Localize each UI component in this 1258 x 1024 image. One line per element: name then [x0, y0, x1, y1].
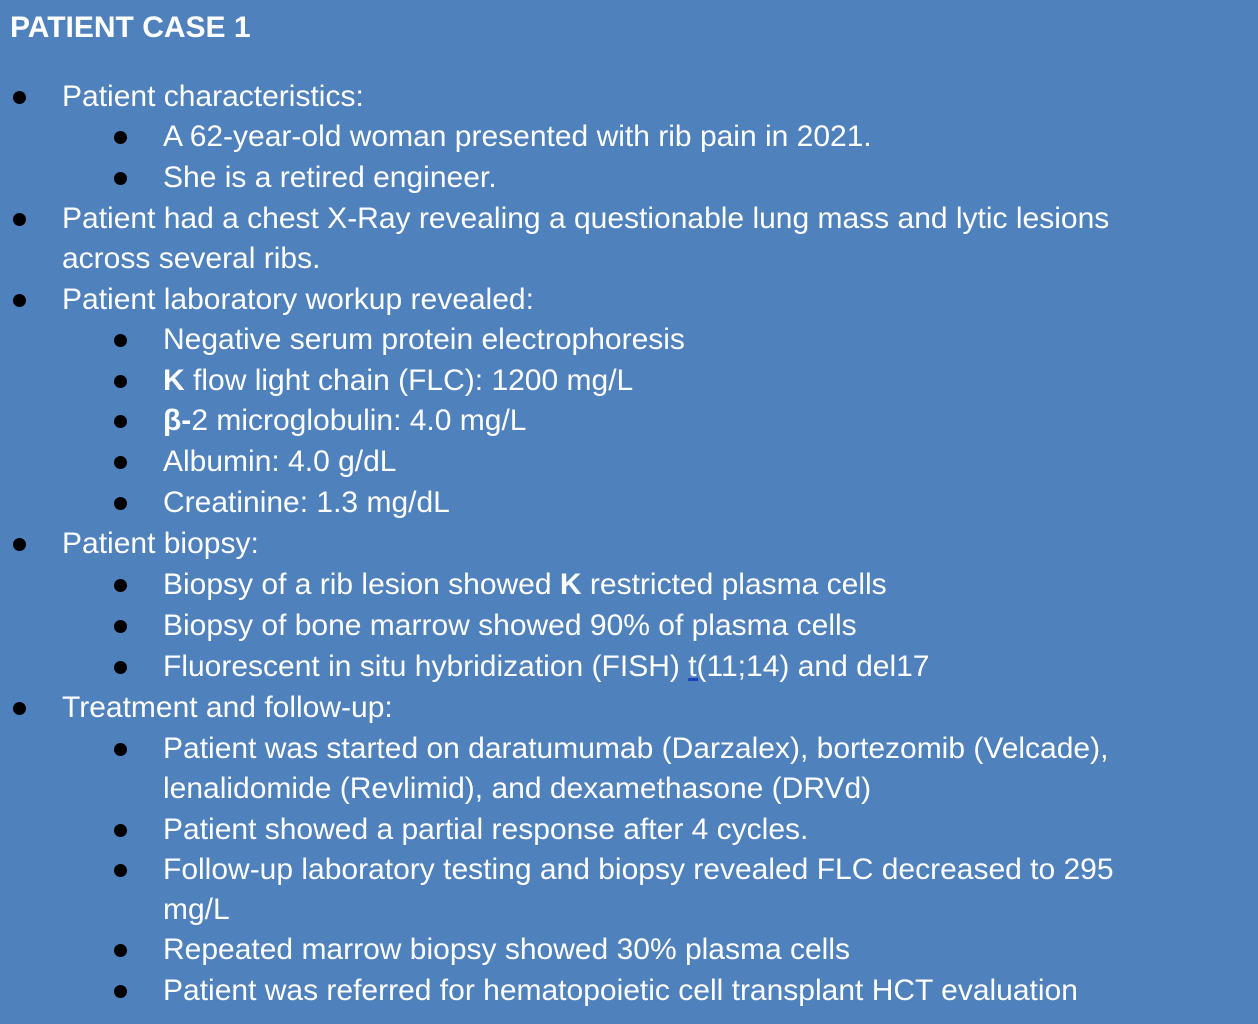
- bullet-icon: [114, 620, 127, 633]
- list-item-followup: [163, 850, 1114, 891]
- list-item-b2m: [163, 401, 526, 442]
- list-item-creatinine: [163, 483, 450, 524]
- list-item-albumin: [163, 442, 396, 483]
- page-title: PATIENT CASE 1: [10, 11, 251, 44]
- list-item-age: [163, 117, 872, 158]
- spep-text: Negative serum protein electrophoresis: [163, 323, 685, 356]
- age-text: A 62-year-old woman presented with rib pain in 2021.: [163, 120, 872, 153]
- bullet-icon: [114, 131, 127, 144]
- list-item-repeat-biopsy: [163, 930, 850, 971]
- bullet-icon: [114, 864, 127, 877]
- repeat-biopsy-text: Repeated marrow biopsy showed 30% plasma cells: [163, 933, 851, 966]
- bullet-icon: [13, 91, 26, 104]
- rib-biopsy-text-end: restricted plasma cells: [581, 568, 887, 601]
- bullet-icon: [114, 985, 127, 998]
- list-item-regimen-continued: [163, 769, 871, 810]
- bullet-icon: [114, 415, 127, 428]
- labs-heading: Patient laboratory workup revealed:: [62, 283, 534, 316]
- albumin-text: Albumin: 4.0 g/dL: [163, 445, 397, 478]
- list-item-biopsy: [62, 524, 259, 565]
- bullet-icon: [114, 497, 127, 510]
- followup-line-2: mg/L: [163, 893, 230, 926]
- bullet-icon: [114, 824, 127, 837]
- regimen-line-1: Patient was started on daratumumab (Darzalex), bortezomib (Velcade),: [163, 732, 1109, 765]
- kappa-symbol: K: [559, 568, 582, 601]
- translocation-mark: t(: [688, 650, 707, 683]
- bullet-icon: [114, 944, 127, 957]
- bullet-icon: [114, 456, 127, 469]
- list-item-labs: [62, 280, 534, 321]
- bullet-icon: [114, 579, 127, 592]
- bullet-icon: [114, 743, 127, 756]
- bullet-icon: [114, 334, 127, 347]
- bullet-icon: [13, 294, 26, 307]
- list-item-spep: [163, 320, 685, 361]
- list-item-rib-biopsy: [163, 565, 887, 606]
- flc-text: flow light chain (FLC): 1200 mg/L: [184, 364, 634, 397]
- list-item-characteristics: [62, 77, 364, 118]
- list-item-regimen: [163, 729, 1108, 770]
- list-item-occupation: [163, 158, 497, 199]
- treatment-heading: Treatment and follow-up:: [62, 691, 393, 724]
- xray-line-2: across several ribs.: [62, 242, 321, 275]
- followup-line-1: Follow-up laboratory testing and biopsy revealed FLC decreased to 295: [163, 853, 1114, 886]
- xray-line-1: Patient had a chest X-Ray revealing a questionable lung mass and lytic lesions: [62, 202, 1110, 235]
- beta-symbol: β-: [163, 404, 192, 437]
- referral-text: Patient was referred for hematopoietic cell transplant HCT evaluation: [163, 974, 1078, 1007]
- regimen-line-2: lenalidomide (Revlimid), and dexamethasone (DRVd): [163, 772, 872, 805]
- list-item-fish: [163, 647, 930, 688]
- response-text: Patient showed a partial response after 4 cycles.: [163, 813, 809, 846]
- bullet-icon: [13, 538, 26, 551]
- bullet-icon: [114, 661, 127, 674]
- list-item-flc: [163, 361, 633, 402]
- creatinine-text: Creatinine: 1.3 mg/dL: [163, 486, 450, 519]
- marrow-biopsy-text: Biopsy of bone marrow showed 90% of plasma cells: [163, 609, 857, 642]
- characteristics-heading: Patient characteristics:: [62, 80, 364, 113]
- list-item-marrow-biopsy: [163, 606, 857, 647]
- kappa-symbol: K: [163, 364, 185, 397]
- fish-text-end: 11;14) and del17: [706, 650, 930, 683]
- bullet-icon: [13, 213, 26, 226]
- bullet-icon: [13, 702, 26, 715]
- list-item-xray: [62, 199, 1109, 240]
- list-item-treatment: [62, 688, 393, 729]
- b2m-text: 2 microglobulin: 4.0 mg/L: [191, 404, 527, 437]
- bullet-icon: [114, 375, 127, 388]
- list-item-referral: [163, 971, 1078, 1012]
- rib-biopsy-text: Biopsy of a rib lesion showed: [163, 568, 560, 601]
- list-item-xray-continued: [62, 239, 320, 280]
- list-item-followup-continued: [163, 890, 230, 931]
- biopsy-heading: Patient biopsy:: [62, 527, 259, 560]
- bullet-icon: [114, 172, 127, 185]
- fish-text: Fluorescent in situ hybridization (FISH): [163, 650, 689, 683]
- occupation-text: She is a retired engineer.: [163, 161, 497, 194]
- list-item-response: [163, 810, 808, 851]
